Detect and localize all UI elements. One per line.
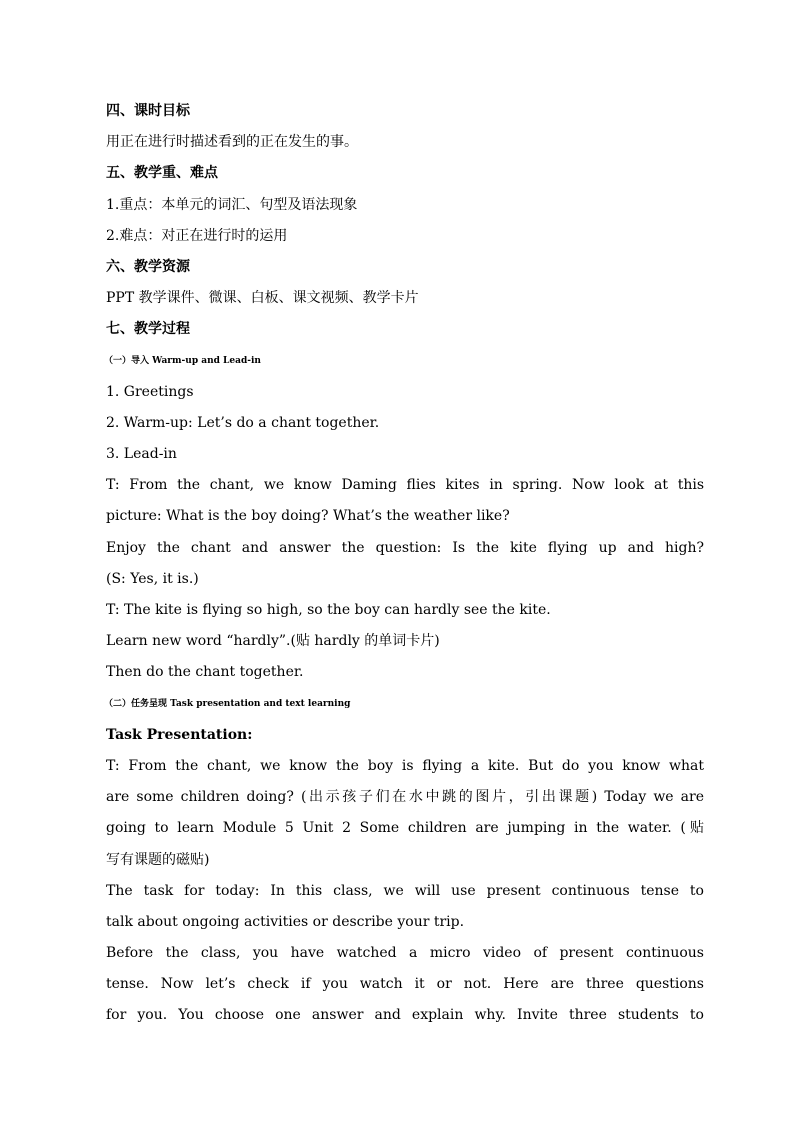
part-2-paragraph-1-line-3: going to learn Module 5 Unit 2 Some children are jumping in the water. (贴	[106, 820, 704, 837]
part-1-step-2: 2. Warm-up: Let’s do a chant together.	[106, 414, 380, 431]
section-7-heading: 七、教学过程	[106, 321, 190, 338]
part-1-step-3: 3. Lead-in	[106, 446, 177, 463]
part-1-paragraph-3: T: The kite is flying so high, so the boy can hardly see the kite.	[106, 602, 551, 618]
section-6-heading: 六、教学资源	[106, 258, 190, 275]
part-2-paragraph-2-line-2: talk about ongoing activities or describe your trip.	[106, 913, 465, 930]
part-1-paragraph-5: Then do the chant together.	[106, 664, 304, 681]
part-1-paragraph-1-line-2: picture: What is the boy doing? What’s the weather like?	[106, 508, 510, 525]
section-5-item-2: 2.难点：对正在进行时的运用	[106, 227, 288, 244]
section-6-text: PPT 教学课件、微课、白板、课文视频、教学卡片	[106, 290, 419, 307]
part-2-heading: （二）任务呈现 Task presentation and text learning	[104, 698, 351, 709]
part-2-subheading: Task Presentation:	[106, 726, 253, 743]
section-5-item-1: 1.重点：本单元的词汇、句型及语法现象	[106, 196, 358, 213]
part-1-paragraph-2-line-2: (S: Yes, it is.)	[106, 570, 199, 587]
section-5-heading: 五、教学重、难点	[106, 165, 218, 182]
part-1-paragraph-4: Learn new word “hardly”.(贴 hardly 的单词卡片)	[106, 633, 440, 650]
section-4-heading: 四、课时目标	[106, 103, 190, 119]
part-1-heading: （一）导入 Warm-up and Lead-in	[104, 355, 261, 366]
part-2-paragraph-3-line-3: for you. You choose one answer and explain why. Invite three students to	[106, 1007, 704, 1024]
part-2-paragraph-3-line-2: tense. Now let’s check if you watch it or not. Here are three questions	[106, 976, 704, 993]
part-2-paragraph-1-line-2: are some children doing? (出示孩子们在水中跳的图片，引出课题) Today we are	[106, 789, 704, 806]
part-2-paragraph-1-line-1: T: From the chant, we know the boy is flying a kite. But do you know what	[106, 757, 704, 774]
part-2-paragraph-2-line-1: The task for today: In this class, we will use present continuous tense to	[106, 882, 704, 899]
part-2-paragraph-1-line-4: 写有课题的磁贴)	[106, 851, 210, 868]
part-1-paragraph-2-line-1: Enjoy the chant and answer the question: Is the kite flying up and high?	[106, 539, 704, 556]
document-page	[106, 96, 704, 1032]
section-4-text: 用正在进行时描述看到的正在发生的事。	[106, 134, 358, 151]
part-1-step-1: 1. Greetings	[106, 383, 194, 400]
part-1-paragraph-1-line-1: T: From the chant, we know Daming flies kites in spring. Now look at this	[106, 477, 704, 494]
part-2-paragraph-3-line-1: Before the class, you have watched a micro video of present continuous	[106, 945, 704, 962]
